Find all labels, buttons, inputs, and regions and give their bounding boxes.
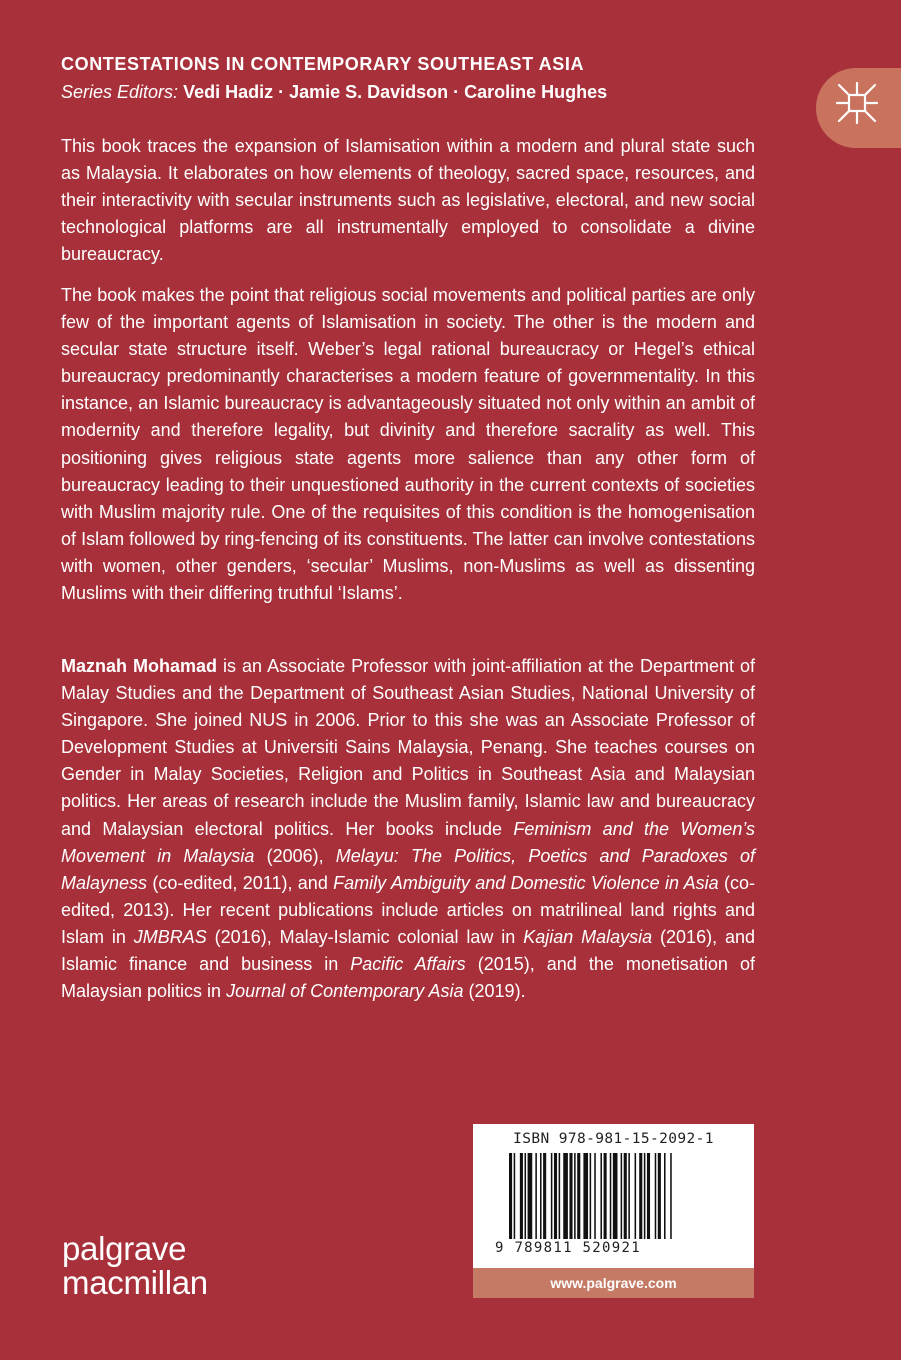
series-title: CONTESTATIONS IN CONTEMPORARY SOUTHEAST ASIA: [61, 54, 585, 74]
journal-title: Pacific Affairs: [350, 954, 466, 975]
description-paragraph-2: The book makes the point that religious social movements and political parties are only few of the important agents of Islamisation in society. The other is the modern and secular state structure itself. Weber’s legal rational bureaucracy or Hegel’s ethical bureaucracy predominantly characterises a modern feature of governmentality. In this instance, an Islamic bureaucracy is advantageously situated not only within an ambit of modernity and therefore legality, but divinity and therefore sacrality as well. This positioning gives religious state agents more salience than any other form of bureaucracy leading to their unquestioned authority in the current contexts of societies with Muslim majority rule. One of the requisites of this condition is the homogenisation of Islam followed by ring-fencing of its constituents. The latter can involve contestations with women, other genders, ‘secular’ Muslims, non-Muslims as well as dissenting Muslims with their differing truthful ‘Islams’.: [61, 285, 755, 604]
publisher-line-1: palgrave: [62, 1230, 187, 1267]
author-name: Maznah Mohamad: [61, 656, 218, 676]
book-title: Melayu: The Politics, Poetics and Paradoxes of Malayness: [61, 845, 755, 893]
journal-title: JMBRAS: [133, 926, 207, 947]
palgrave-starburst-icon: [834, 80, 880, 126]
series-editors-label: Series Editors:: [61, 82, 179, 102]
author-bio: Maznah Mohamad is an Associate Professor with joint-affiliation at the Department of Malay Studies and the Department of Southeast Asian Studies, National University of Singapore. She joined NUS in 2006. Prior to this she was an Associate Professor of Development Studies at Universiti Sains Malaysia, Penang. She teaches courses on Gender in Malay Societies, Religion and Politics in Southeast Asia and Malaysian politics. Her areas of research include the Muslim family, Islamic law and bureaucracy and Malaysian electoral politics. Her books include Feminism and the Women’s Movement in Malaysia (2006), Melayu: The Politics, Poetics and Paradoxes of Malayness (co-edited, 2011), and Family Ambiguity and Domestic Violence in Asia (co-edited, 2013). Her recent publications include articles on matrilineal land rights and Islam in JMBRAS (2016), Malay-Islamic colonial law in Kajian Malaysia (2016), and Islamic finance and business in Pacific Affairs (2015), and the monetisation of Malaysian politics in Journal of Contemporary Asia (2019).: [61, 656, 756, 1002]
journal-title: Journal of Contemporary Asia: [226, 981, 464, 1002]
publisher-logo: [62, 1232, 208, 1300]
isbn-barcode-box: [473, 1124, 754, 1268]
ean-digits: 9 789811 520921: [495, 1240, 641, 1256]
publisher-line-2: macmillan: [62, 1264, 208, 1301]
palgrave-logo-badge: [816, 68, 901, 148]
description-paragraph-1: This book traces the expansion of Islamisation within a modern and plural state such as Malaysia. It elaborates on how elements of theology, sacred space, resources, and their interactivity with secular instruments such as legislative, electoral, and new social technological platforms are all instrumentally employed to consolidate a divine bureaucracy.: [61, 136, 755, 265]
book-title: Family Ambiguity and Domestic Violence in Asia: [333, 872, 719, 893]
series-editors: [61, 82, 607, 103]
series-editors-names: Vedi Hadiz · Jamie S. Davidson · Caroline Hughes: [183, 82, 608, 102]
barcode-bars: [509, 1153, 721, 1239]
isbn-text: ISBN 978-981-15-2092-1: [513, 1131, 714, 1147]
publisher-url: www.palgrave.com: [473, 1268, 754, 1298]
journal-title: Kajian Malaysia: [523, 926, 653, 947]
book-title: Feminism and the Women’s Movement in Malaysia: [61, 818, 756, 866]
